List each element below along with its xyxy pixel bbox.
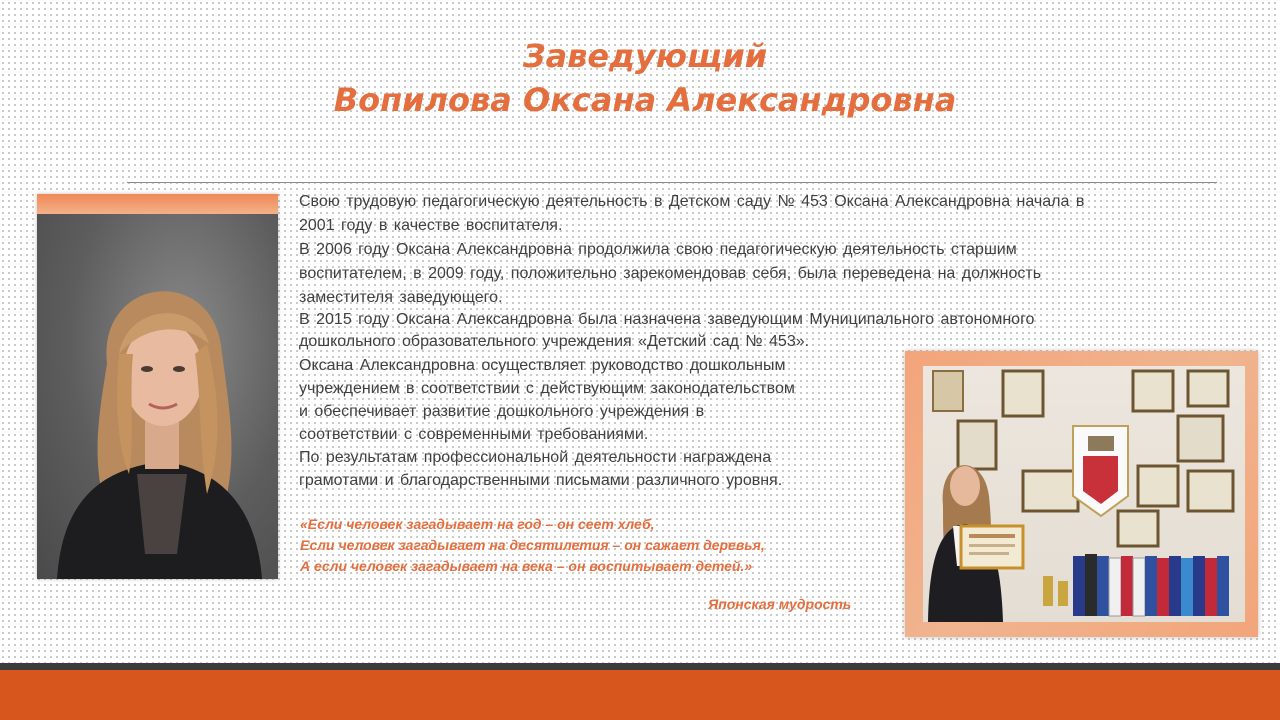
portrait-photo: [37, 214, 278, 579]
bio-line-13: грамотами и благодарственными письмами различного уровня.: [299, 472, 783, 489]
office-photo: [923, 366, 1245, 622]
quote-line-3: А если человек загадывает на века – он воспитывает детей.»: [300, 558, 753, 574]
bio-line-8: Оксана Александровна осуществляет руководство дошкольным: [299, 357, 786, 374]
portrait-band: [37, 194, 278, 214]
bio-line-9: учреждением в соответствии с действующим законодательством: [299, 380, 795, 397]
portrait-frame: [37, 194, 278, 579]
bio-line-10: и обеспечивает развитие дошкольного учреждения в: [299, 403, 705, 420]
page-title-position: Заведующий: [522, 37, 768, 75]
bio-line-6: В 2015 году Оксана Александровна была назначена заведующим Муниципального автономного: [299, 311, 1035, 328]
bio-line-4: воспитателем, в 2009 году, положительно зарекомендовав себя, была переведена на должность: [299, 265, 1042, 282]
divider: [127, 182, 1217, 183]
bio-line-11: соответствии с современными требованиями.: [299, 426, 649, 443]
page-title-name: Вопилова Оксана Александровна: [333, 81, 957, 119]
quote-line-1: «Если человек загадывает на год – он сеет хлеб,: [300, 516, 655, 532]
footer-bar: [0, 670, 1280, 720]
bio-line-1: Свою трудовую педагогическую деятельность в Детском саду № 453 Оксана Александровна начала в: [299, 193, 1085, 210]
bio-line-2: 2001 году в качестве воспитателя.: [299, 217, 563, 234]
bio-line-12: По результатам профессиональной деятельности награждена: [299, 449, 772, 466]
bio-line-3: В 2006 году Оксана Александровна продолжила свою педагогическую деятельность старшим: [299, 241, 1017, 258]
quote-line-2: Если человек загадывает на десятилетия – он сажает деревья,: [300, 537, 765, 553]
bio-line-7: дошкольного образовательного учреждения «Детский сад № 453».: [299, 333, 810, 350]
bio-line-5: заместителя заведующего.: [299, 289, 503, 306]
office-photo-frame: [905, 351, 1258, 637]
quote-attribution: Японская мудрость: [708, 596, 852, 612]
footer-divider: [0, 663, 1280, 670]
